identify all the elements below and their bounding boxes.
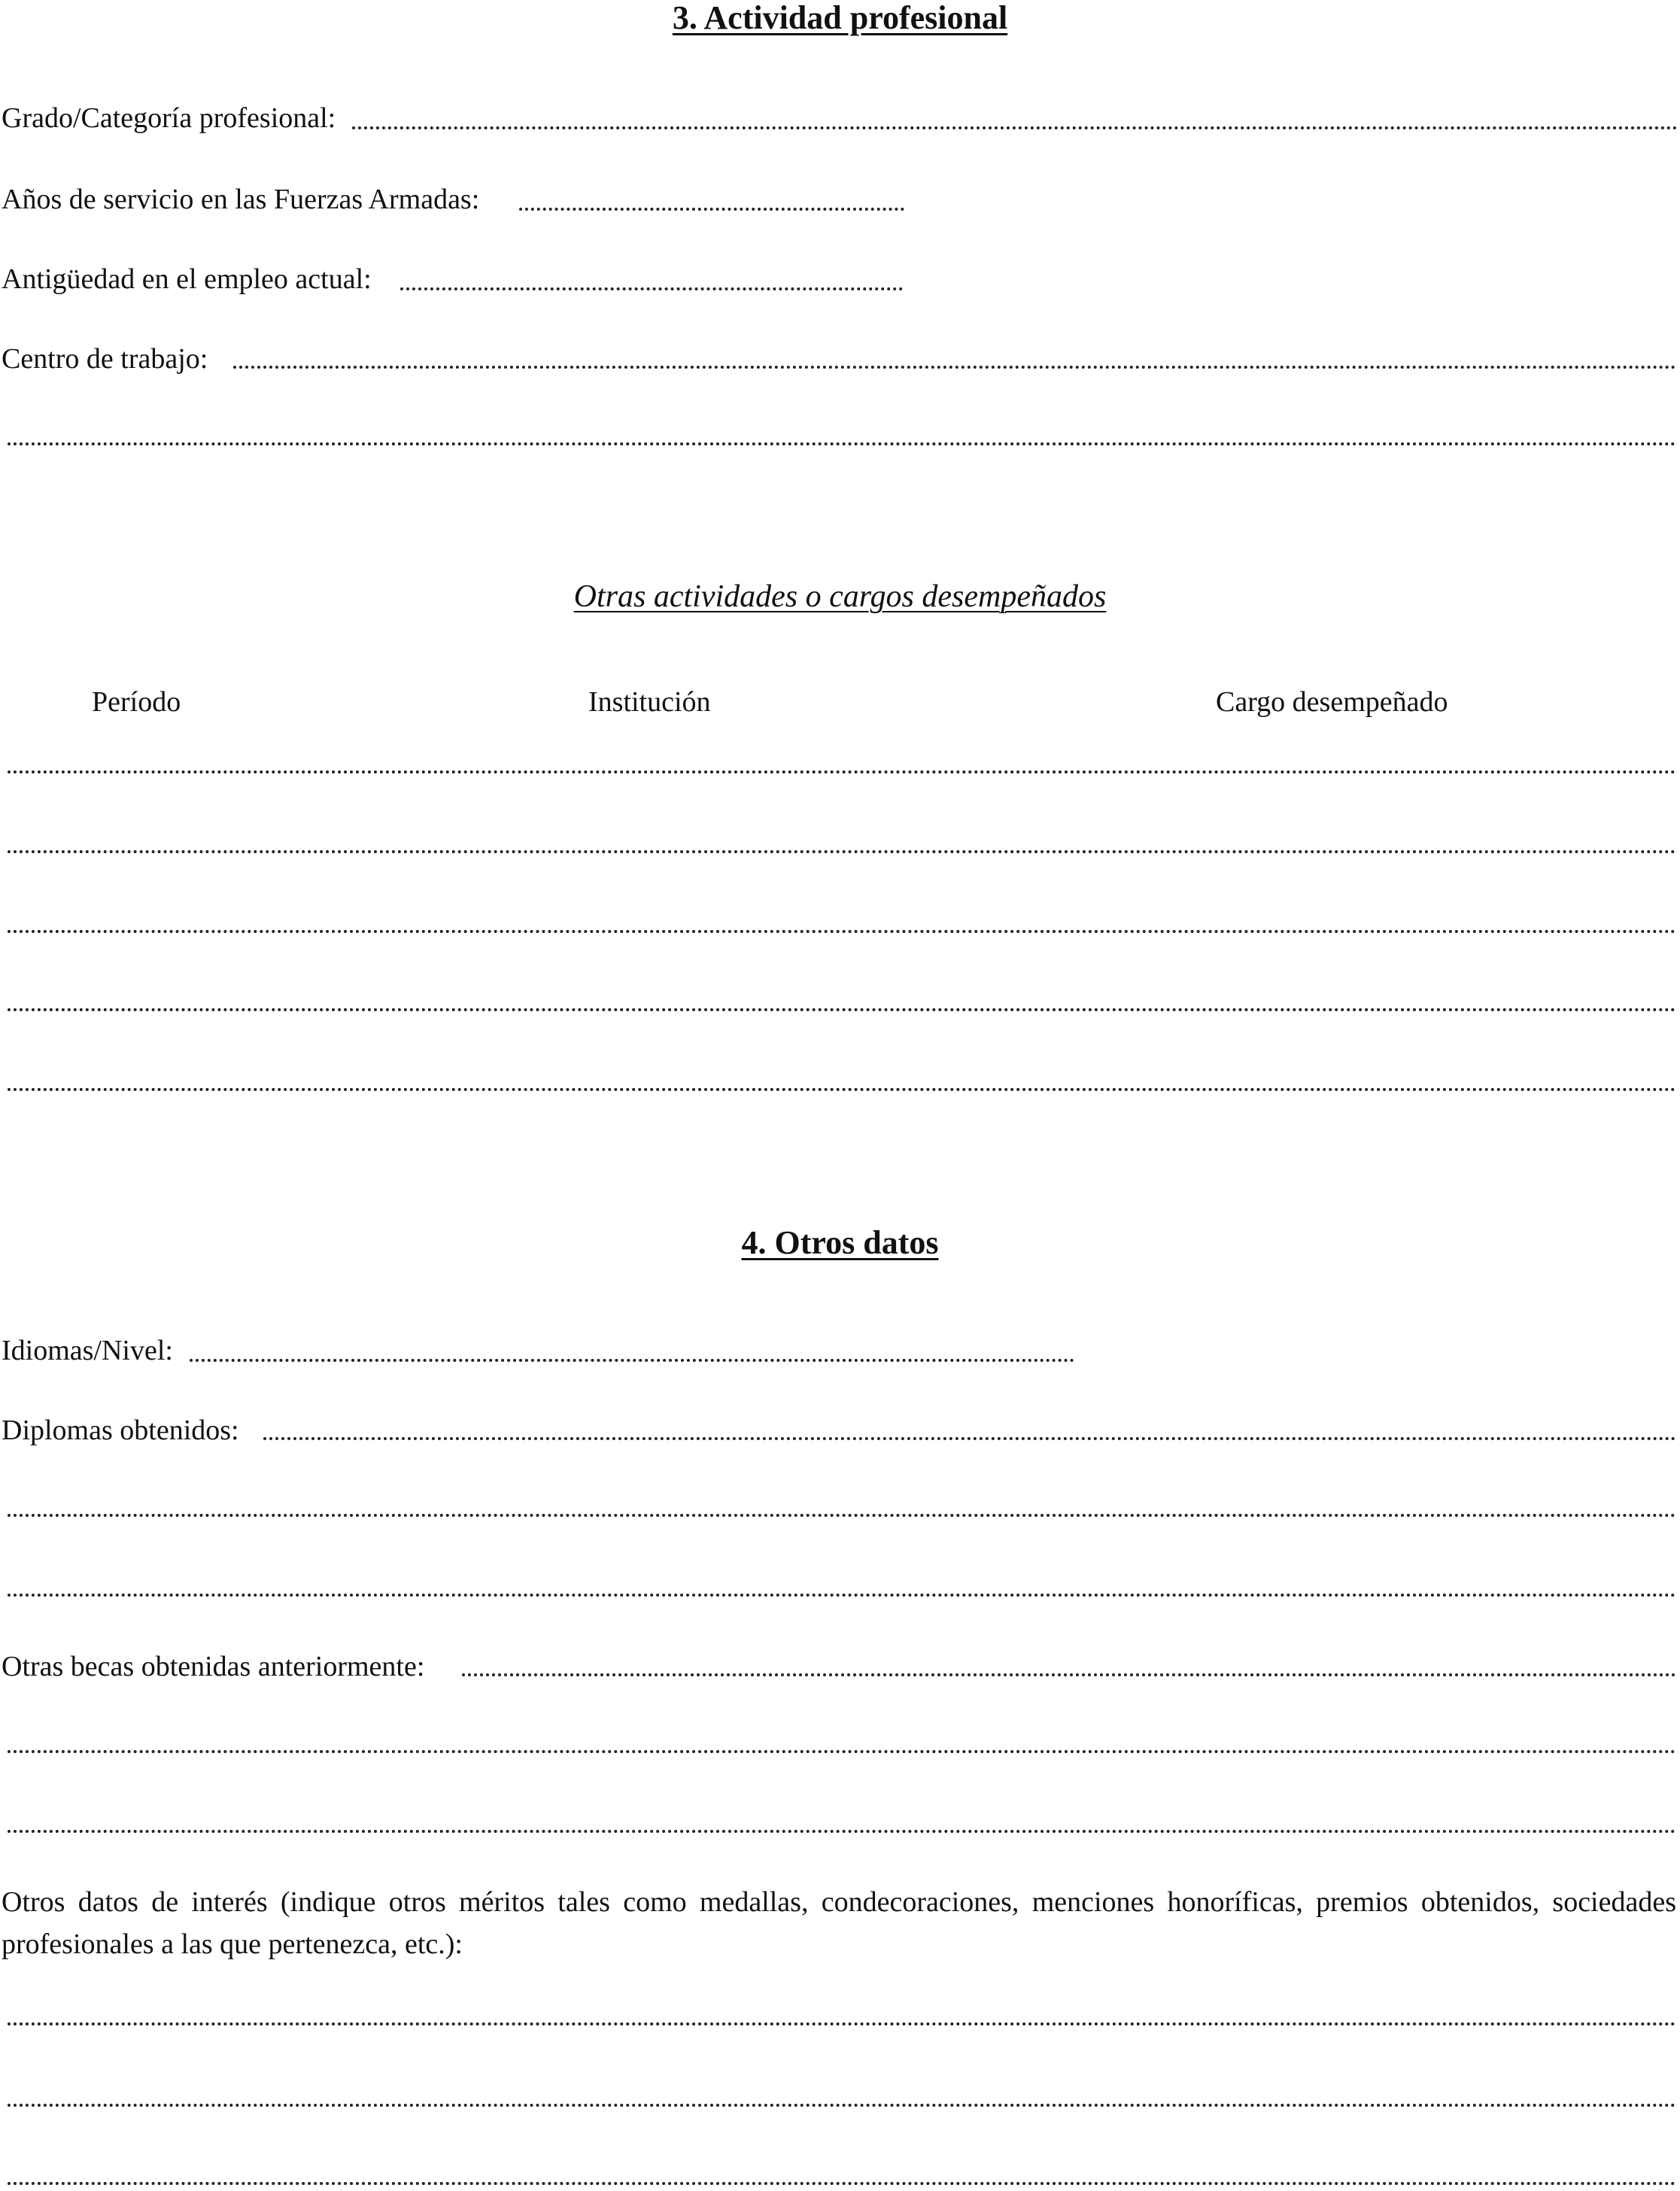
activity-row-line[interactable] (8, 850, 1676, 853)
centro-trabajo-label: Centro de trabajo: (2, 343, 208, 375)
becas-input-line[interactable] (462, 1673, 1676, 1676)
diplomas-input-line-3[interactable] (8, 1594, 1676, 1597)
column-header-periodo: Período (92, 686, 181, 718)
column-header-cargo: Cargo desempeñado (1216, 686, 1448, 718)
diplomas-label: Diplomas obtenidos: (2, 1415, 239, 1446)
otros-datos-input-line-3[interactable] (8, 2182, 1676, 2185)
section-3-title (0, 0, 1680, 38)
anos-servicio-label: Años de servicio en las Fuerzas Armadas: (2, 184, 480, 215)
activity-row-line[interactable] (8, 1008, 1676, 1011)
otros-datos-label: Otros datos de interés (indique otros méritos tales como medallas, condecoraciones, menciones honoríficas, premios obtenidos, sociedades profesionales a las que pertenezca, etc.): (2, 1886, 1676, 1960)
idiomas-label: Idiomas/Nivel: (2, 1335, 173, 1366)
activity-row-line[interactable] (8, 770, 1676, 773)
diplomas-input-line[interactable] (263, 1437, 1676, 1440)
activity-row-line[interactable] (8, 930, 1676, 933)
otros-datos-input-line-2[interactable] (8, 2104, 1676, 2107)
becas-label: Otras becas obtenidas anteriormente: (2, 1651, 425, 1682)
section-3-title-text: 3. Actividad profesional (672, 0, 1008, 36)
grado-input-line[interactable] (352, 126, 1678, 129)
centro-trabajo-input-line[interactable] (233, 366, 1676, 369)
antiguedad-input-line[interactable] (400, 287, 903, 290)
otras-actividades-title-text: Otras actividades o cargos desempeñados (573, 579, 1107, 614)
becas-input-line-3[interactable] (8, 1830, 1676, 1833)
idiomas-input-line[interactable] (190, 1359, 1074, 1362)
section-4-title (0, 1223, 1680, 1263)
otras-actividades-title (0, 578, 1680, 615)
column-header-institucion: Institución (588, 686, 711, 718)
diplomas-input-line-2[interactable] (8, 1514, 1676, 1517)
antiguedad-label: Antigüedad en el empleo actual: (2, 263, 372, 295)
centro-trabajo-input-line-2[interactable] (8, 442, 1676, 445)
section-4-title-text: 4. Otros datos (741, 1224, 939, 1261)
becas-input-line-2[interactable] (8, 1750, 1676, 1753)
otros-datos-input-line[interactable] (8, 2022, 1676, 2025)
activity-row-line[interactable] (8, 1088, 1676, 1091)
anos-servicio-input-line[interactable] (519, 208, 904, 211)
grado-label: Grado/Categoría profesional: (2, 102, 336, 134)
